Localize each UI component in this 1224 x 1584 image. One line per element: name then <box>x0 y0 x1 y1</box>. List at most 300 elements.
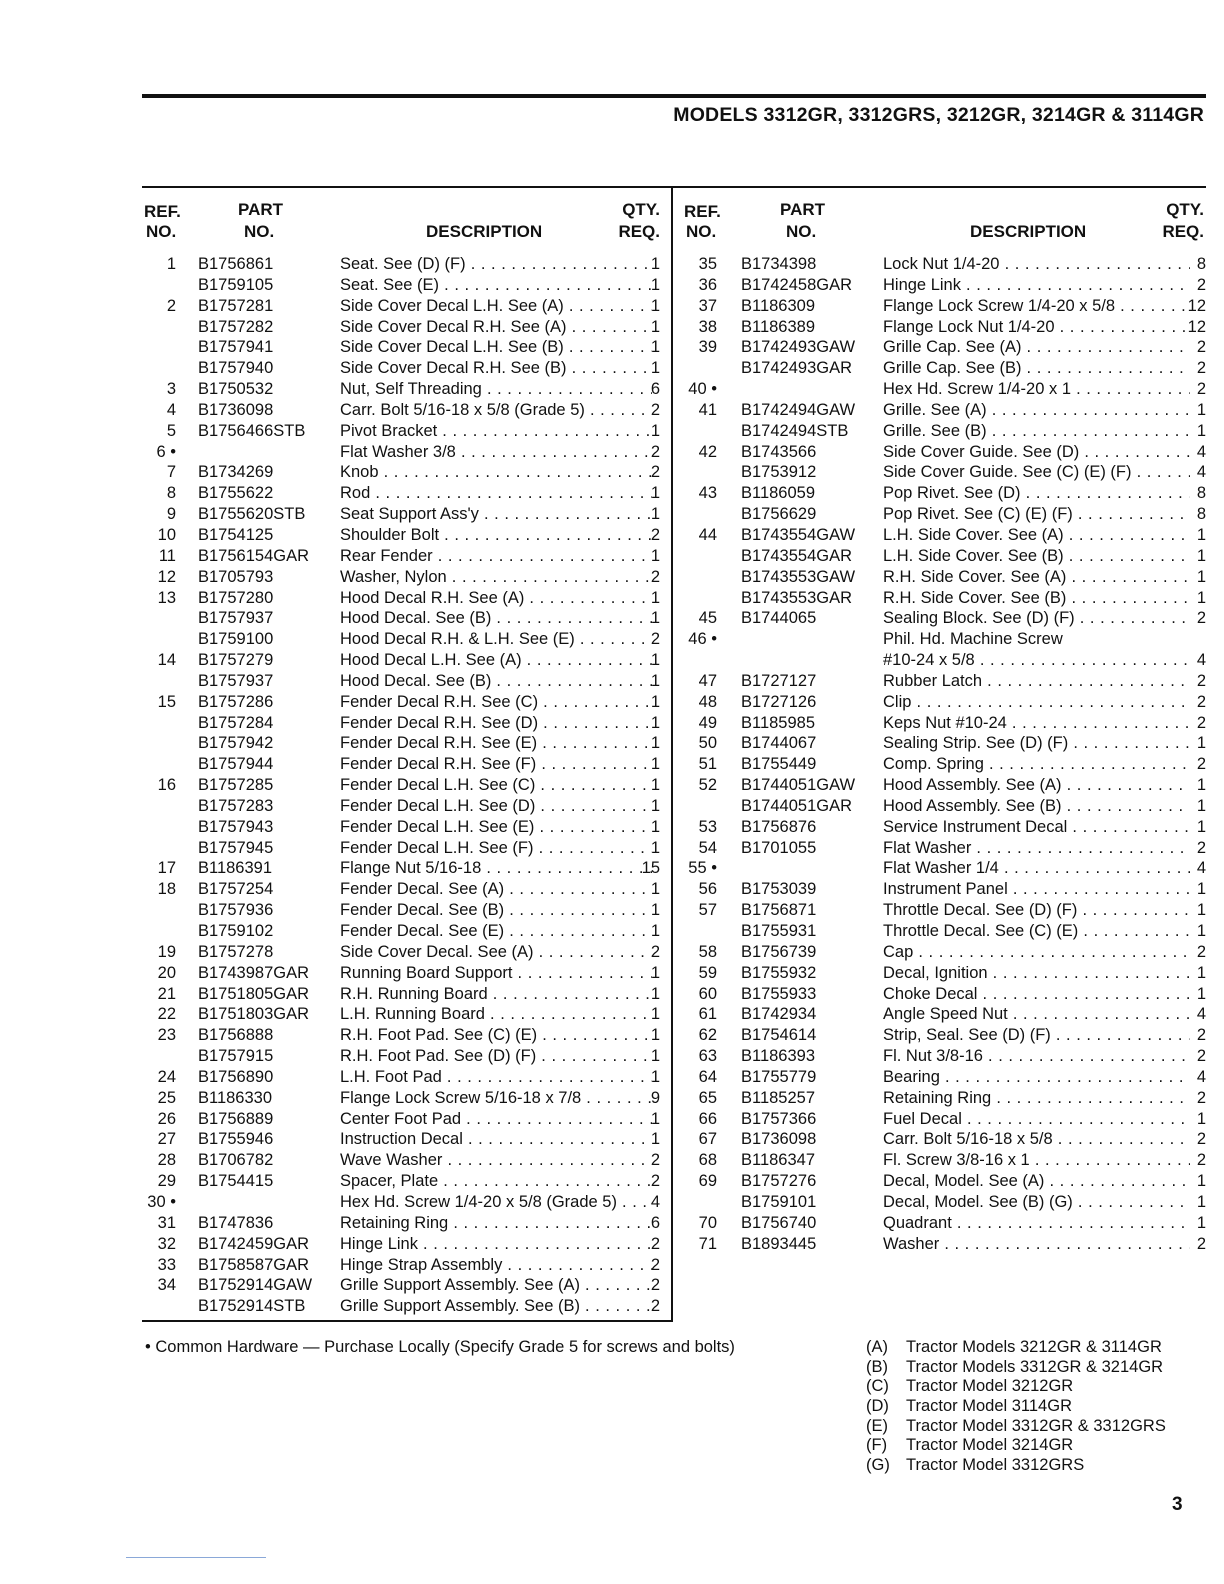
part-no: B1757282 <box>198 317 274 336</box>
part-no: B1758587GAR <box>198 1255 309 1274</box>
ref-no: 9 <box>166 505 176 524</box>
ref-no: 19 <box>157 942 176 961</box>
description: Flange Lock Screw 5/16-18 x 7/8 . . . <box>340 1088 652 1108</box>
table-row <box>678 858 1206 879</box>
table-row <box>142 1109 668 1130</box>
qty-req: 1 <box>650 1047 660 1066</box>
qty-req: 2 <box>650 442 660 461</box>
qty-req: 1 <box>650 1005 660 1024</box>
ref-no: 28 <box>157 1151 176 1170</box>
part-no: B1757943 <box>198 817 274 836</box>
part-no: B1754415 <box>198 1172 274 1191</box>
part-no: B1756890 <box>198 1067 274 1086</box>
part-no: B1756889 <box>198 1109 274 1128</box>
description: Retaining Ring . . . <box>340 1213 652 1233</box>
table-row <box>678 942 1206 963</box>
description: Nut, Self Threading . . . <box>340 379 652 399</box>
part-no: B1757286 <box>198 692 274 711</box>
legend-text: Tractor Model 3312GR & 3312GRS <box>906 1416 1166 1435</box>
table-row <box>678 442 1206 463</box>
qty-req: 1 <box>650 713 660 732</box>
qty-req: 1 <box>1196 1109 1206 1128</box>
table-row <box>142 963 668 984</box>
ref-no: 59 <box>698 963 717 982</box>
header-part-1: PART <box>238 200 284 219</box>
table-row <box>142 733 668 754</box>
part-no: B1756861 <box>198 255 274 273</box>
table-row <box>678 254 1206 275</box>
qty-req: 1 <box>1196 588 1206 607</box>
qty-req: 2 <box>650 630 660 649</box>
table-row <box>142 817 668 838</box>
qty-req: 12 <box>1187 296 1206 315</box>
ref-no: 35 <box>698 255 717 273</box>
description: Instruction Decal . . . <box>340 1129 652 1149</box>
part-no: B1757283 <box>198 796 274 815</box>
description: Retaining Ring . . . <box>883 1088 1190 1108</box>
part-no: B1701055 <box>741 838 817 857</box>
qty-req: 1 <box>1196 817 1206 836</box>
part-no: B1757280 <box>198 588 274 607</box>
description: Flat Washer . . . <box>883 838 1190 858</box>
ref-no: 15 <box>157 692 176 711</box>
part-no: B1743987GAR <box>198 963 309 982</box>
part-no: B1755931 <box>741 922 817 940</box>
part-no: B1734398 <box>741 255 817 273</box>
qty-req: 1 <box>650 1130 660 1149</box>
table-row <box>678 671 1206 692</box>
table-bottom-rule <box>142 1320 673 1322</box>
header-ref-1: REF. <box>144 202 181 221</box>
table-row <box>142 1275 668 1296</box>
description: Side Cover Decal R.H. See (A) . . . <box>340 317 652 337</box>
part-no: B1757276 <box>741 1172 817 1191</box>
table-row <box>678 629 1206 650</box>
description: Throttle Decal. See (D) (F) . . . <box>883 900 1190 920</box>
page-number: 3 <box>1172 1494 1183 1515</box>
qty-req: 1 <box>1196 567 1206 586</box>
qty-req: 1 <box>1196 421 1206 440</box>
qty-req: 1 <box>650 359 660 378</box>
description: Shoulder Bolt . . . <box>340 525 652 545</box>
page-title: MODELS 3312GR, 3312GRS, 3212GR, 3214GR & 3114GR <box>673 104 1204 126</box>
ref-no: 27 <box>157 1130 176 1149</box>
ref-no: 30 • <box>147 1192 176 1211</box>
header-qty-2: REQ. <box>618 222 660 241</box>
description: Washer, Nylon . . . <box>340 567 652 587</box>
qty-req: 2 <box>650 567 660 586</box>
qty-req: 1 <box>650 692 660 711</box>
qty-req: 1 <box>650 838 660 857</box>
header-ref-1: REF. <box>684 202 721 221</box>
description: Strip, Seal. See (D) (F) . . . <box>883 1025 1190 1045</box>
description: Keps Nut #10-24 . . . <box>883 713 1190 733</box>
description: Fender Decal R.H. See (F) . . . <box>340 754 652 774</box>
part-no: B1756871 <box>741 901 817 920</box>
qty-req: 9 <box>650 1088 660 1107</box>
table-row <box>142 650 668 671</box>
description: Hood Decal R.H. & L.H. See (E) . . . <box>340 629 652 649</box>
table-row <box>142 525 668 546</box>
ref-no: 47 <box>698 671 717 690</box>
qty-req: 1 <box>650 984 660 1003</box>
qty-req: 1 <box>1196 1192 1206 1211</box>
qty-req: 8 <box>1196 255 1206 273</box>
table-row <box>678 1088 1206 1109</box>
ref-no: 17 <box>157 859 176 878</box>
qty-req: 2 <box>650 463 660 482</box>
ref-no: 45 <box>698 609 717 628</box>
table-row <box>142 796 668 817</box>
ref-no: 3 <box>166 380 176 399</box>
qty-req: 1 <box>650 671 660 690</box>
ref-no: 37 <box>698 296 717 315</box>
part-no: B1757936 <box>198 901 274 920</box>
part-no: B1705793 <box>198 567 274 586</box>
description: L.H. Running Board . . . <box>340 1004 652 1024</box>
table-row <box>678 963 1206 984</box>
qty-req: 2 <box>1196 713 1206 732</box>
qty-req: 1 <box>650 421 660 440</box>
table-row <box>678 1234 1206 1255</box>
ref-no: 63 <box>698 1047 717 1066</box>
description: Grille. See (B) . . . <box>883 421 1190 441</box>
part-no: B1755779 <box>741 1067 817 1086</box>
table-row <box>678 900 1206 921</box>
description: Hinge Link . . . <box>340 1234 652 1254</box>
part-no: B1744065 <box>741 609 817 628</box>
table-row <box>678 358 1206 379</box>
part-no: B1742934 <box>741 1005 817 1024</box>
table-row <box>142 1213 668 1234</box>
part-no: B1747836 <box>198 1213 274 1232</box>
description: Decal, Model. See (A) . . . <box>883 1171 1190 1191</box>
table-row <box>142 504 668 525</box>
ref-no: 21 <box>157 984 176 1003</box>
ref-no: 60 <box>698 984 717 1003</box>
table-row <box>678 400 1206 421</box>
part-no: B1186393 <box>741 1047 816 1066</box>
table-row <box>142 1004 668 1025</box>
table-row <box>142 588 668 609</box>
qty-req: 1 <box>1196 901 1206 920</box>
header-description: DESCRIPTION <box>426 222 543 241</box>
ref-no: 42 <box>698 442 717 461</box>
ref-no: 54 <box>698 838 717 857</box>
ref-no: 57 <box>698 901 717 920</box>
qty-req: 2 <box>650 1297 660 1316</box>
description: Side Cover Decal. See (A) . . . <box>340 942 652 962</box>
description: Fender Decal. See (A) . . . <box>340 879 652 899</box>
description: Fl. Screw 3/8-16 x 1 . . . <box>883 1150 1190 1170</box>
table-row <box>142 1150 668 1171</box>
table-row <box>678 754 1206 775</box>
table-row <box>142 692 668 713</box>
ref-no: 41 <box>698 400 717 419</box>
part-no: B1757941 <box>198 338 274 357</box>
qty-req: 1 <box>650 922 660 940</box>
part-no: B1893445 <box>741 1234 817 1253</box>
ref-no: 25 <box>157 1088 176 1107</box>
header-ref-2: NO. <box>686 222 717 241</box>
description: Clip . . . <box>883 692 1190 712</box>
qty-req: 2 <box>1196 671 1206 690</box>
part-no: B1727126 <box>741 692 817 711</box>
table-row <box>142 1171 668 1192</box>
part-no: B1756888 <box>198 1026 274 1045</box>
qty-req: 6 <box>650 380 660 399</box>
ref-no: 43 <box>698 484 717 503</box>
legend-text: Tractor Model 3212GR <box>906 1377 1074 1396</box>
ref-no: 52 <box>698 776 717 795</box>
header-part-2: NO. <box>244 222 275 241</box>
ref-no: 48 <box>698 692 717 711</box>
legend-code: (G) <box>866 1456 890 1475</box>
qty-req: 1 <box>1196 922 1206 940</box>
qty-req: 2 <box>650 1255 660 1274</box>
table-row <box>142 1296 668 1317</box>
part-no: B1742494GAW <box>741 400 856 419</box>
table-row <box>678 337 1206 358</box>
qty-req: 1 <box>650 1109 660 1128</box>
ref-no: 13 <box>157 588 176 607</box>
header-description: DESCRIPTION <box>970 222 1087 241</box>
description: Angle Speed Nut . . . <box>883 1004 1190 1024</box>
description: Spacer, Plate . . . <box>340 1171 652 1191</box>
header-part-1: PART <box>780 200 826 219</box>
part-no: B1757915 <box>198 1047 274 1066</box>
ref-no: 36 <box>698 275 717 294</box>
description: Flange Nut 5/16-18 . . . <box>340 858 652 878</box>
description: Side Cover Decal L.H. See (B) . . . <box>340 337 652 357</box>
table-row <box>678 567 1206 588</box>
header-part-2: NO. <box>786 222 817 241</box>
table-row <box>142 608 668 629</box>
description: Side Cover Decal R.H. See (B) . . . <box>340 358 652 378</box>
description: Pop Rivet. See (D) . . . <box>883 483 1190 503</box>
part-no: B1743566 <box>741 442 817 461</box>
ref-no: 70 <box>698 1213 717 1232</box>
part-no: B1742493GAR <box>741 359 852 378</box>
qty-req: 1 <box>650 1026 660 1045</box>
table-row <box>678 275 1206 296</box>
table-row <box>142 671 668 692</box>
description: Cap . . . <box>883 942 1190 962</box>
qty-req: 2 <box>650 942 660 961</box>
qty-req: 4 <box>1196 859 1206 878</box>
table-row <box>142 358 668 379</box>
qty-req: 2 <box>650 525 660 544</box>
part-no: B1743553GAR <box>741 588 852 607</box>
ref-no: 14 <box>157 651 176 670</box>
part-no: B1757279 <box>198 651 274 670</box>
table-row <box>678 1004 1206 1025</box>
legend-code: (F) <box>866 1436 888 1455</box>
table-row <box>142 567 668 588</box>
qty-req: 2 <box>1196 755 1206 774</box>
table-row <box>678 838 1206 859</box>
description: Seat. See (E) . . . <box>340 275 652 295</box>
part-no: B1753039 <box>741 880 817 899</box>
qty-req: 2 <box>650 1234 660 1253</box>
header-qty-1: QTY. <box>1166 200 1204 219</box>
qty-req: 1 <box>650 338 660 357</box>
description: #10-24 x 5/8 . . . <box>883 650 1190 670</box>
description: Side Cover Decal L.H. See (A) . . . <box>340 296 652 316</box>
part-no: B1756629 <box>741 505 817 524</box>
table-row <box>142 254 668 275</box>
description: L.H. Side Cover. See (B) . . . <box>883 546 1190 566</box>
description: L.H. Foot Pad . . . <box>340 1067 652 1087</box>
part-no: B1727127 <box>741 671 817 690</box>
qty-req: 1 <box>1196 400 1206 419</box>
parts-table-right <box>678 254 1206 1255</box>
part-no: B1751803GAR <box>198 1005 309 1024</box>
description: R.H. Foot Pad. See (C) (E) . . . <box>340 1025 652 1045</box>
ref-no: 51 <box>698 755 717 774</box>
qty-req: 1 <box>650 776 660 795</box>
table-row <box>678 462 1206 483</box>
description: Fender Decal L.H. See (D) . . . <box>340 796 652 816</box>
description: Flat Washer 3/8 . . . <box>340 442 652 462</box>
part-no: B1754614 <box>741 1026 817 1045</box>
column-divider <box>671 186 673 1320</box>
description: Service Instrument Decal . . . <box>883 817 1190 837</box>
ref-no: 26 <box>157 1109 176 1128</box>
qty-req: 1 <box>650 296 660 315</box>
part-no: B1757281 <box>198 296 274 315</box>
part-no: B1751805GAR <box>198 984 309 1003</box>
qty-req: 2 <box>1196 380 1206 399</box>
part-no: B1755932 <box>741 963 817 982</box>
qty-req: 2 <box>1196 1026 1206 1045</box>
table-row <box>142 337 668 358</box>
table-row <box>142 1234 668 1255</box>
table-row <box>142 546 668 567</box>
description: Comp. Spring . . . <box>883 754 1190 774</box>
table-row <box>142 275 668 296</box>
qty-req: 1 <box>1196 1213 1206 1232</box>
legend-text: Tractor Model 3114GR <box>906 1397 1072 1416</box>
description: Running Board Support . . . <box>340 963 652 983</box>
part-no: B1752914STB <box>198 1297 306 1316</box>
table-row <box>142 1025 668 1046</box>
qty-req: 8 <box>1196 505 1206 524</box>
table-row <box>142 900 668 921</box>
qty-req: 2 <box>1196 1130 1206 1149</box>
qty-req: 2 <box>1196 609 1206 628</box>
qty-req: 4 <box>1196 463 1206 482</box>
legend-text: Tractor Model 3312GRS <box>906 1456 1085 1475</box>
table-row <box>678 1046 1206 1067</box>
table-row <box>142 754 668 775</box>
qty-req: 1 <box>1196 984 1206 1003</box>
parts-table-left <box>142 254 668 1317</box>
part-no: B1754125 <box>198 525 274 544</box>
ref-no: 55 • <box>688 859 717 878</box>
part-no: B1759100 <box>198 630 274 649</box>
link-underline <box>126 1557 266 1558</box>
description: Grille Cap. See (B) . . . <box>883 358 1190 378</box>
part-no: B1186309 <box>741 296 816 315</box>
ref-no: 7 <box>166 463 176 482</box>
description: Sealing Strip. See (D) (F) . . . <box>883 733 1190 753</box>
ref-no: 68 <box>698 1151 717 1170</box>
top-rule <box>142 94 1206 98</box>
qty-req: 1 <box>650 901 660 920</box>
part-no: B1755622 <box>198 484 274 503</box>
table-row <box>142 462 668 483</box>
part-no: B1759102 <box>198 922 274 940</box>
description: R.H. Side Cover. See (A) . . . <box>883 567 1190 587</box>
qty-req: 1 <box>650 275 660 294</box>
table-row <box>678 608 1206 629</box>
table-row <box>142 483 668 504</box>
table-row <box>678 733 1206 754</box>
qty-req: 2 <box>1196 1234 1206 1253</box>
qty-req: 2 <box>1196 1047 1206 1066</box>
description: Hood Decal. See (B) . . . <box>340 671 652 691</box>
table-row <box>678 546 1206 567</box>
header-ref-2: NO. <box>146 222 177 241</box>
part-no: B1759101 <box>741 1192 817 1211</box>
table-row <box>142 296 668 317</box>
part-no: B1186059 <box>741 484 816 503</box>
qty-req: 1 <box>650 1067 660 1086</box>
qty-req: 2 <box>650 1151 660 1170</box>
part-no: B1744051GAR <box>741 796 852 815</box>
description: Fender Decal R.H. See (E) . . . <box>340 733 652 753</box>
description: Hinge Link . . . <box>883 275 1190 295</box>
ref-no: 66 <box>698 1109 717 1128</box>
table-row <box>142 942 668 963</box>
qty-req: 1 <box>650 734 660 753</box>
description: Grille Support Assembly. See (A) . . . <box>340 1275 652 1295</box>
qty-req: 15 <box>641 859 660 878</box>
description: R.H. Running Board . . . <box>340 984 652 1004</box>
part-no: B1759105 <box>198 275 274 294</box>
part-no: B1757945 <box>198 838 274 857</box>
part-no: B1742493GAW <box>741 338 856 357</box>
part-no: B1757254 <box>198 880 274 899</box>
qty-req: 1 <box>1196 1172 1206 1191</box>
description: Instrument Panel . . . <box>883 879 1190 899</box>
legend-code: (E) <box>866 1416 888 1435</box>
qty-req: 1 <box>650 317 660 336</box>
ref-no: 62 <box>698 1026 717 1045</box>
table-row <box>142 984 668 1005</box>
description: Pop Rivet. See (C) (E) (F) . . . <box>883 504 1190 524</box>
legend-text: Tractor Model 3214GR <box>906 1436 1074 1455</box>
table-row <box>678 692 1206 713</box>
part-no: B1757942 <box>198 734 274 753</box>
qty-req: 4 <box>650 1192 660 1211</box>
part-no: B1753912 <box>741 463 817 482</box>
part-no: B1742459GAR <box>198 1234 309 1253</box>
description: Carr. Bolt 5/16-18 x 5/8 . . . <box>883 1129 1190 1149</box>
legend-code: (C) <box>866 1377 889 1396</box>
description: Bearing . . . <box>883 1067 1190 1087</box>
description: Center Foot Pad . . . <box>340 1109 652 1129</box>
part-no: B1750532 <box>198 380 274 399</box>
ref-no: 53 <box>698 817 717 836</box>
table-row <box>678 1109 1206 1130</box>
part-no: B1186391 <box>198 859 273 878</box>
table-row <box>678 483 1206 504</box>
table-row <box>142 379 668 400</box>
ref-no: 2 <box>166 296 176 315</box>
description: Hood Assembly. See (A) . . . <box>883 775 1190 795</box>
